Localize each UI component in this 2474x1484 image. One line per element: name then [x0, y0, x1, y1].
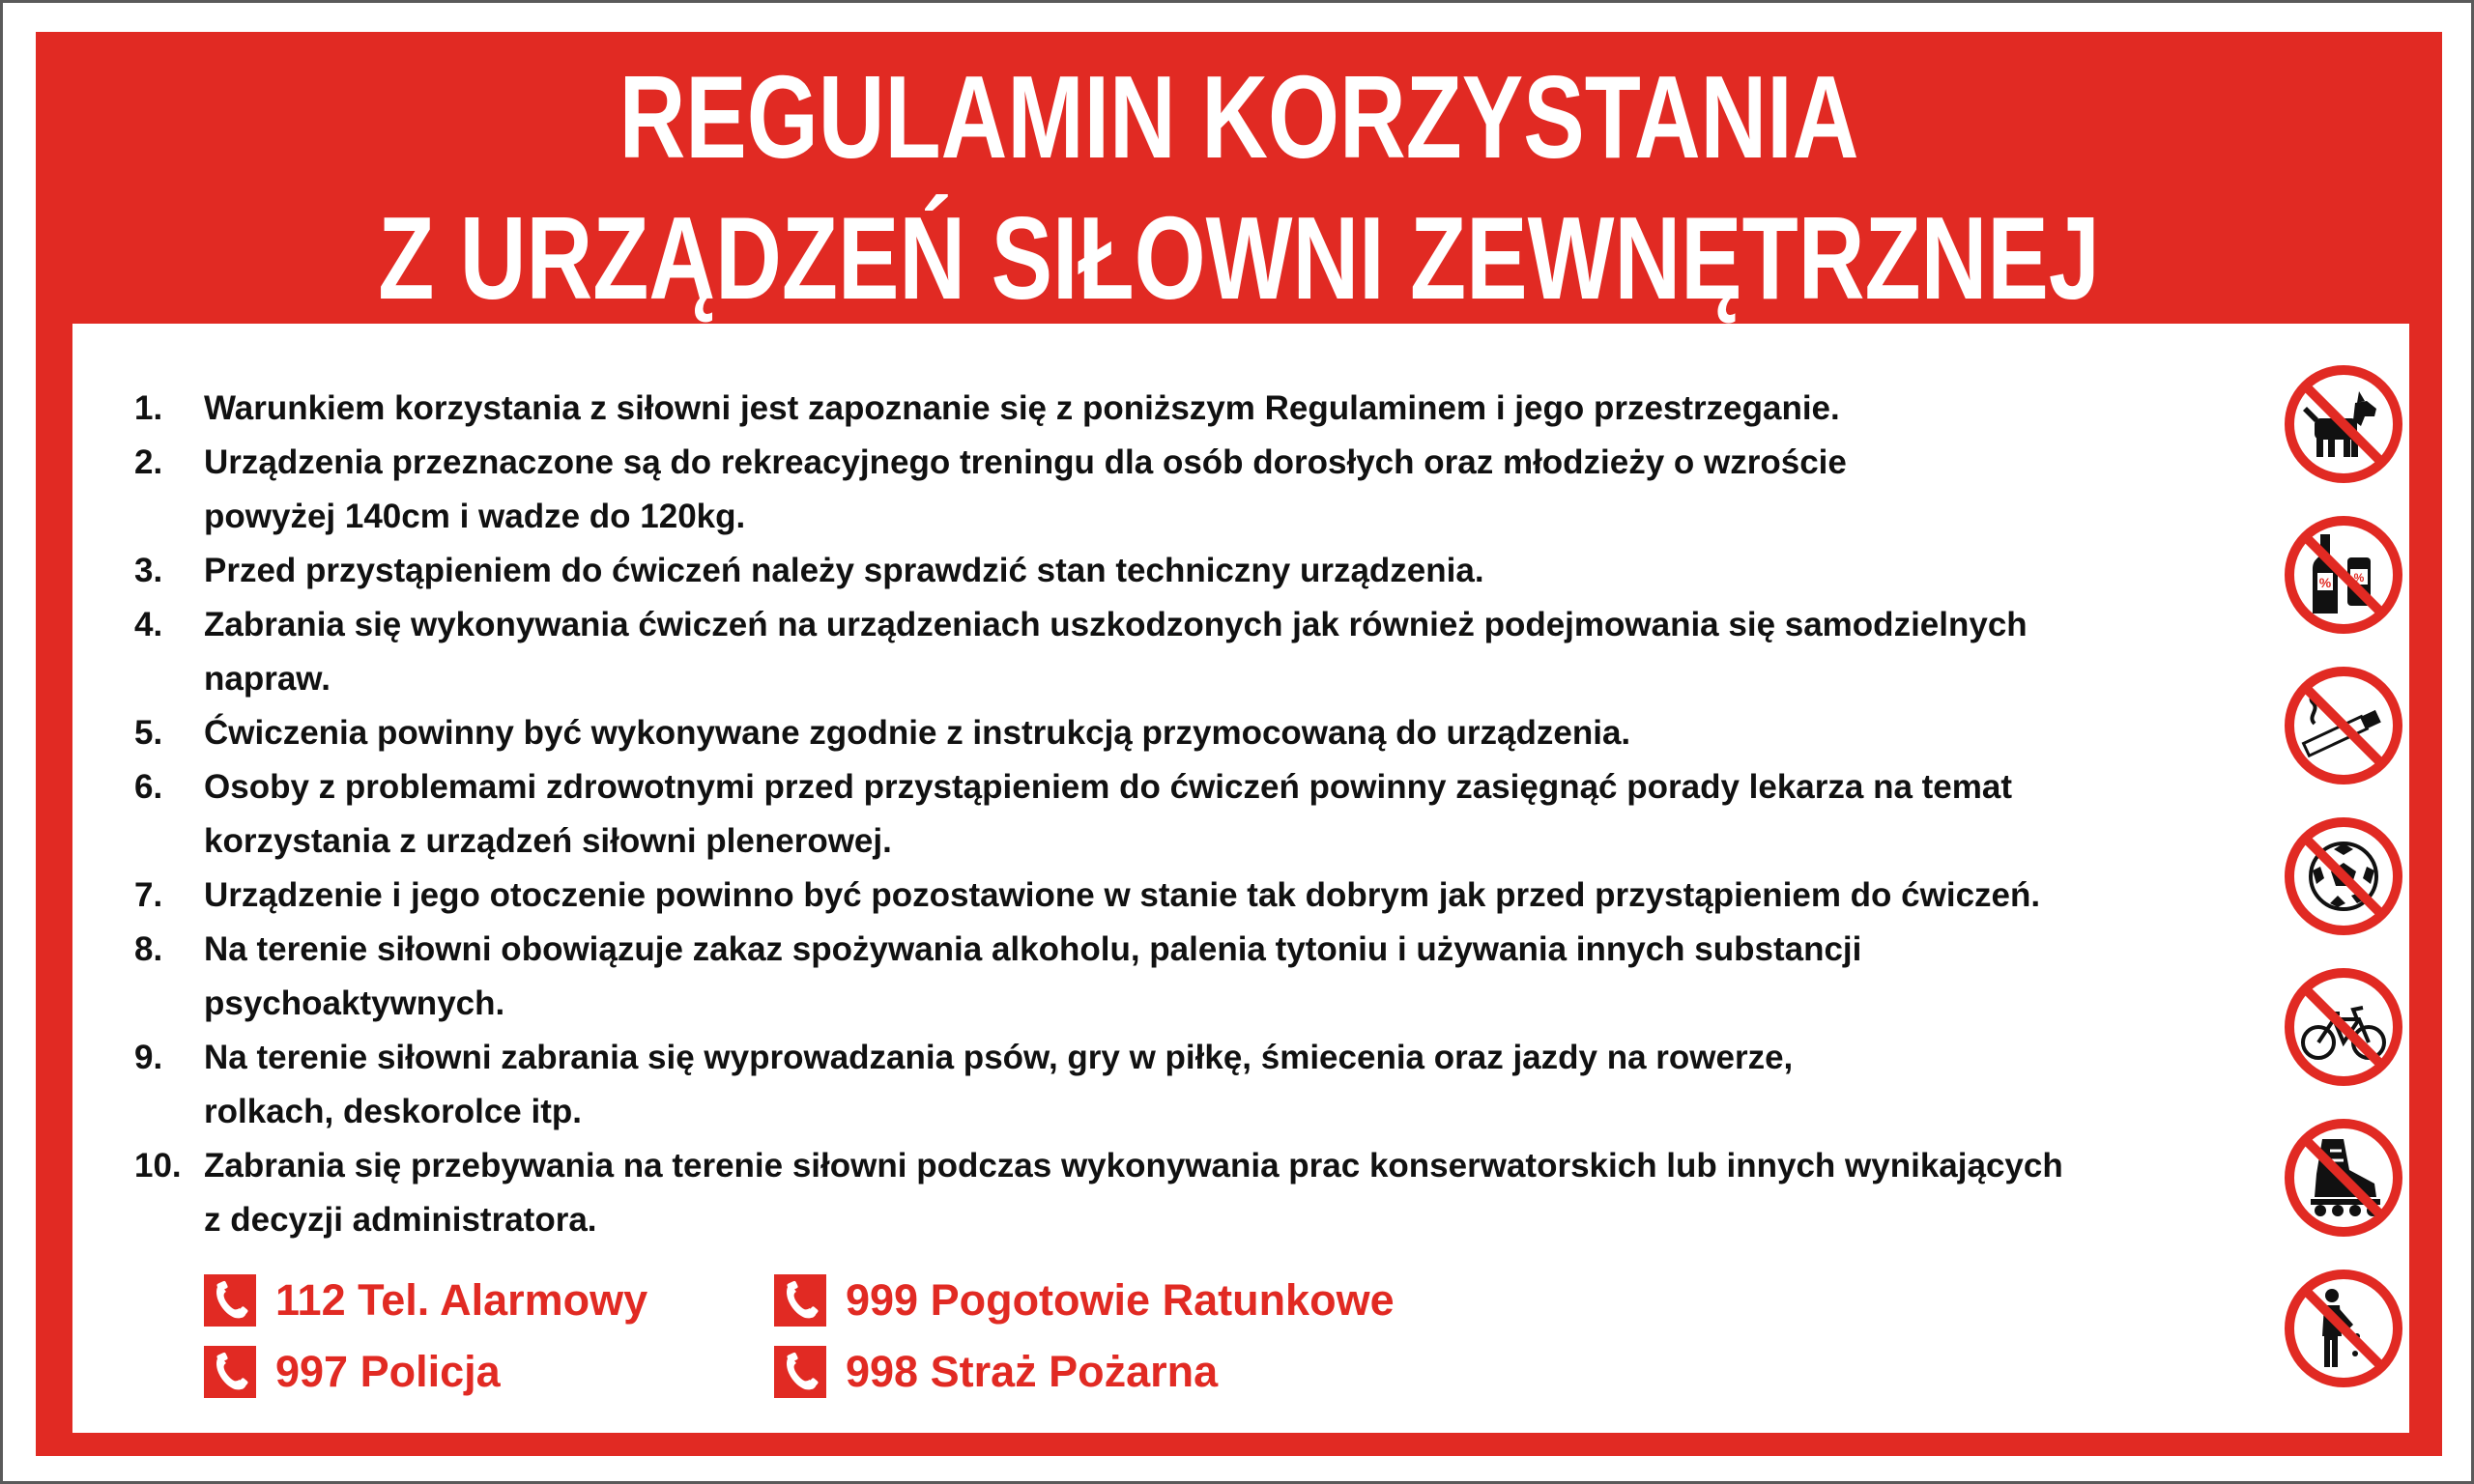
contact-police-label: 997 Policja — [275, 1347, 501, 1396]
rule-number: 4. — [134, 606, 163, 643]
rule-item — [134, 760, 2280, 869]
title-line-1: REGULAMIN KORZYSTANIA — [618, 51, 1859, 183]
rule-text-line: korzystania z urządzeń siłowni plenerowej. — [204, 822, 892, 860]
rule-number: 10. — [134, 1147, 182, 1184]
rule-text-line: psychoaktywnych. — [204, 985, 505, 1022]
no-alcohol-icon — [2282, 513, 2405, 637]
rule-number: 8. — [134, 930, 163, 968]
contact-alarm — [204, 1274, 647, 1327]
rule-item — [134, 1031, 2280, 1139]
rule-item — [134, 706, 2280, 760]
rule-text-line: Osoby z problemami zdrowotnymi przed przystąpieniem do ćwiczeń powinny zasięgnąć porady lekarza na temat — [204, 768, 2013, 806]
contact-ambulance — [774, 1274, 1395, 1327]
rule-number: 3. — [134, 552, 163, 589]
no-rollerblades-icon — [2282, 1116, 2405, 1240]
phone-icon — [774, 1346, 826, 1398]
rule-text-line: Warunkiem korzystania z siłowni jest zapoznanie się z poniższym Regulaminem i jego przestrzeganie. — [204, 389, 1840, 427]
contact-fire-label: 998 Straż Pożarna — [846, 1347, 1219, 1396]
rule-item — [134, 544, 2280, 598]
emergency-contacts — [204, 1274, 1557, 1429]
rule-item — [134, 869, 2280, 923]
rule-item — [134, 1139, 2280, 1247]
rule-text-line: rolkach, deskorolce itp. — [204, 1093, 582, 1130]
rule-item — [134, 598, 2280, 706]
title-line-2: Z URZĄDZEŃ SIŁOWNI ZEWNĘTRZNEJ — [378, 192, 2100, 324]
rule-number: 1. — [134, 389, 163, 427]
rule-text-line: Ćwiczenia powinny być wykonywane zgodnie z instrukcją przymocowaną do urządzenia. — [204, 714, 1631, 752]
rule-item — [134, 436, 2280, 544]
rule-text-line: Zabrania się przebywania na terenie siłowni podczas wykonywania prac konserwatorskich lub innych wynikających — [204, 1147, 2063, 1184]
red-frame — [36, 32, 2442, 1456]
phone-icon — [204, 1346, 256, 1398]
contact-police — [204, 1346, 501, 1398]
rule-text-line: Zabrania się wykonywania ćwiczeń na urządzeniach uszkodzonych jak również podejmowania się samodzielnych — [204, 606, 2028, 643]
no-littering-icon — [2282, 1267, 2405, 1390]
svg-text:%: % — [2318, 575, 2332, 590]
rule-number: 5. — [134, 714, 163, 752]
rule-number: 7. — [134, 876, 163, 914]
no-ball-games-icon — [2282, 814, 2405, 938]
rule-text-line: napraw. — [204, 660, 331, 698]
sign-title — [36, 32, 2442, 322]
rule-item — [134, 382, 2280, 436]
rule-text-line: Urządzenia przeznaczone są do rekreacyjnego treningu dla osób dorosłych oraz młodzieży o wzroście — [204, 443, 1847, 481]
contact-ambulance-label: 999 Pogotowie Ratunkowe — [846, 1275, 1395, 1325]
rule-text-line: Przed przystąpieniem do ćwiczeń należy sprawdzić stan techniczny urządzenia. — [204, 552, 1484, 589]
rule-number: 2. — [134, 443, 163, 481]
no-smoking-icon — [2282, 664, 2405, 787]
rule-text-line: Na terenie siłowni obowiązuje zakaz spożywania alkoholu, palenia tytoniu i używania innych substancji — [204, 930, 1862, 968]
content-panel — [72, 324, 2409, 1433]
contact-alarm-label: 112 Tel. Alarmowy — [275, 1275, 648, 1325]
rule-number: 6. — [134, 768, 163, 806]
rule-item — [134, 923, 2280, 1031]
no-bicycles-icon — [2282, 965, 2405, 1089]
rule-text-line: z decyzji administratora. — [204, 1201, 597, 1239]
phone-icon — [204, 1274, 256, 1327]
rule-text-line: powyżej 140cm i wadze do 120kg. — [204, 498, 746, 535]
no-dogs-icon — [2282, 362, 2405, 486]
rule-text-line: Urządzenie i jego otoczenie powinno być pozostawione w stanie tak dobrym jak przed przystąpieniem do ćwiczeń. — [204, 876, 2041, 914]
rules-list — [134, 382, 2280, 1247]
svg-text:%: % — [2353, 571, 2365, 585]
contact-fire — [774, 1346, 1218, 1398]
phone-icon — [774, 1274, 826, 1327]
rule-text-line: Na terenie siłowni zabrania się wyprowadzania psów, gry w piłkę, śmiecenia oraz jazdy na rowerze, — [204, 1039, 1794, 1076]
rule-number: 9. — [134, 1039, 163, 1076]
